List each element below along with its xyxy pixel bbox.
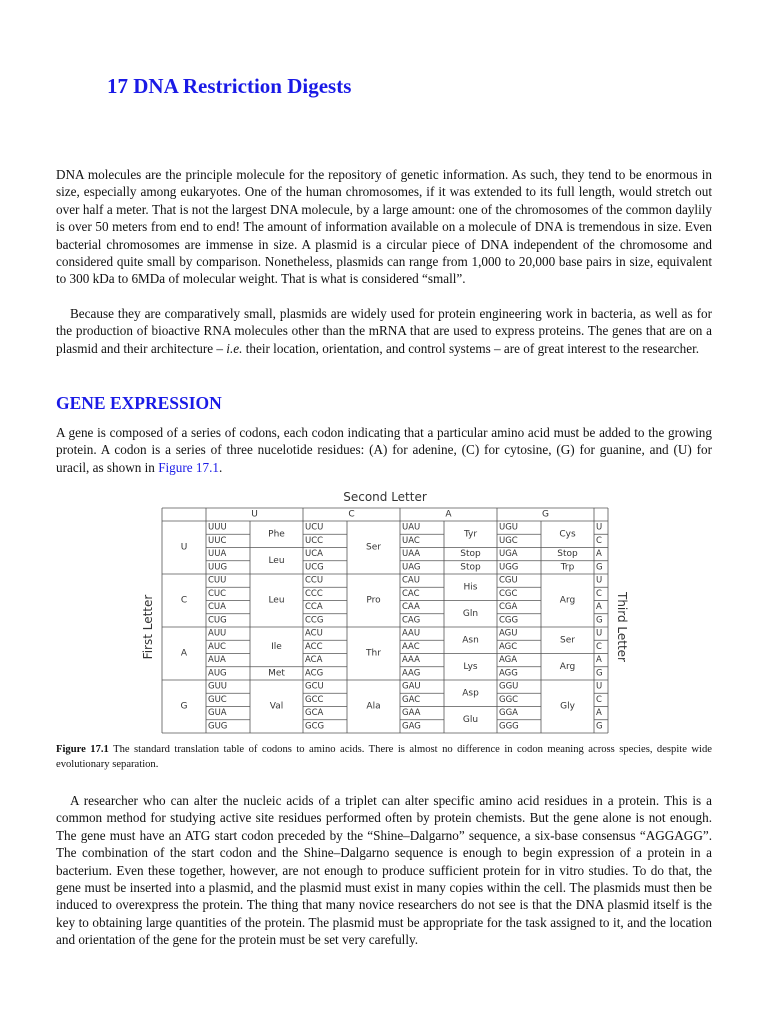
codon-ACG: ACG	[305, 668, 324, 679]
codon-AAU: AAU	[402, 628, 421, 639]
first-letter-U: U	[180, 542, 188, 553]
codon-AUC: AUC	[208, 641, 226, 652]
codon-GAC: GAC	[402, 694, 421, 705]
codon-UGG: UGG	[499, 562, 519, 573]
amino-acid-thr: Thr	[366, 648, 381, 659]
third-letter-U: U	[596, 522, 603, 533]
codon-GAG: GAG	[402, 721, 421, 732]
codon-UAA: UAA	[402, 549, 421, 560]
codon-UUU: UUU	[208, 522, 227, 533]
second-letter-A: A	[445, 509, 452, 520]
codon-GGG: GGG	[499, 721, 519, 732]
codon-CAA: CAA	[402, 602, 420, 613]
codon-AGC: AGC	[499, 641, 518, 652]
third-letter-G: G	[596, 562, 603, 573]
amino-acid-phe: Phe	[268, 529, 285, 540]
amino-acid-ala: Ala	[366, 701, 381, 712]
codon-CCA: CCA	[305, 602, 323, 613]
codon-GAA: GAA	[402, 708, 421, 719]
codon-GCC: GCC	[305, 694, 324, 705]
amino-acid-asn: Asn	[462, 635, 479, 646]
intro-paragraph-2-text: Because they are comparatively small, plasmids are widely used for protein engineering work in bacteria, as well as for the production of bioactive RNA molecules other than the mRNA that are used to express proteins. The genes that are on a plasmid and their architecture –	[56, 306, 712, 356]
gene-paragraph-text: A gene is composed of a series of codons, each codon indicating that a particular amino acid must be added to the growing protein. A codon is a series of three nucelotide residues: (A) for adenine, (C) for cytosine, (G) for guanine, and (U) for uracil, as shown in	[56, 425, 712, 475]
codon-GGC: GGC	[499, 694, 519, 705]
codon-AGA: AGA	[499, 655, 518, 666]
codon-AAC: AAC	[402, 641, 420, 652]
third-letter-C: C	[596, 535, 602, 546]
second-letter-C: C	[348, 509, 355, 520]
third-letter-title: Third Letter	[615, 591, 629, 663]
codon-UGC: UGC	[499, 535, 518, 546]
second-letter-title: Second Letter	[343, 490, 427, 504]
codon-CUG: CUG	[208, 615, 227, 626]
third-letter-A: A	[596, 655, 602, 666]
amino-acid-val: Val	[269, 701, 284, 712]
amino-acid-pro: Pro	[366, 595, 381, 606]
amino-acid-ser: Ser	[366, 542, 381, 553]
third-letter-G: G	[596, 668, 603, 679]
codon-GGU: GGU	[499, 681, 519, 692]
codon-UGA: UGA	[499, 549, 518, 560]
third-letter-C: C	[596, 694, 602, 705]
codon-AGG: AGG	[499, 668, 518, 679]
codon-AGU: AGU	[499, 628, 518, 639]
codon-AAA: AAA	[402, 655, 420, 666]
amino-acid-ile: Ile	[271, 641, 282, 652]
amino-acid-gln: Gln	[462, 608, 479, 619]
codon-CCU: CCU	[305, 575, 324, 586]
codon-UUC: UUC	[208, 535, 227, 546]
second-letter-G: G	[542, 509, 549, 520]
researcher-paragraph: A researcher who can alter the nucleic acids of a triplet can alter specific amino acid residues in a protein. This is a common method for studying active site residues performed often by protein chemists. But the gene alone is not enough. The gene must have an ATG start codon preceded by the “Shine–Dalgarno” sequence, a six-base consensus “AGGAGG”. The combination of the start codon and the Shine–Dalgarno sequence is enough to begin expression of a protein in a bacterium. Even these together, however, are not enough to produce sufficient protein for in vitro studies. To do that, the gene must be inserted into a plasmid, and the plasmid must exist in many copies within the cell. The plasmids must then be induced to overexpress the protein. The thing that many novice researchers do not see is that the DNA plasmid itself is the key to obtaining large quantities of the protein. The plasmid must be appropriate for the task assigned to it, and the location and orientation of the gene for the protein must be set very carefully.	[56, 793, 712, 948]
third-letter-A: A	[596, 708, 602, 719]
figure-caption-text: The standard translation table of codons to amino acids. There is almost no difference in codon meaning across species, despite wide evolutionary separation.	[56, 744, 712, 770]
third-letter-G: G	[596, 615, 603, 626]
codon-CCG: CCG	[305, 615, 324, 626]
amino-acid-leu: Leu	[268, 555, 285, 566]
codon-CUA: CUA	[208, 602, 226, 613]
gene-paragraph	[56, 424, 712, 476]
third-letter-A: A	[596, 602, 602, 613]
figure-link[interactable]: Figure 17.1	[158, 459, 219, 475]
codon-AUG: AUG	[208, 668, 227, 679]
codon-UCG: UCG	[305, 562, 324, 573]
third-letter-C: C	[596, 588, 602, 599]
codon-CAG: CAG	[402, 615, 421, 626]
third-letter-C: C	[596, 641, 602, 652]
codon-CGG: CGG	[499, 615, 519, 626]
codon-UCU: UCU	[305, 522, 324, 533]
codon-GUU: GUU	[208, 681, 228, 692]
amino-acid-lys: Lys	[463, 661, 478, 672]
codon-ACU: ACU	[305, 628, 323, 639]
codon-UUA: UUA	[208, 549, 227, 560]
third-letter-G: G	[596, 721, 603, 732]
amino-acid-glu: Glu	[462, 714, 479, 725]
figure-caption	[56, 742, 712, 772]
third-letter-U: U	[596, 575, 603, 586]
intro-paragraph-2-text-end: their location, orientation, and control systems – are of great interest to the researcher.	[242, 340, 700, 356]
amino-acid-asp: Asp	[462, 688, 479, 699]
codon-UCA: UCA	[305, 549, 323, 560]
codon-GUA: GUA	[208, 708, 227, 719]
codon-GCG: GCG	[305, 721, 325, 732]
codon-UUG: UUG	[208, 562, 228, 573]
amino-acid-met: Met	[268, 668, 285, 679]
amino-acid-stop: Stop	[460, 562, 481, 573]
codon-UCC: UCC	[305, 535, 324, 546]
codon-UAG: UAG	[402, 562, 421, 573]
first-letter-G: G	[180, 701, 188, 712]
third-letter-U: U	[596, 681, 603, 692]
amino-acid-arg: Arg	[559, 661, 576, 672]
codon-AUA: AUA	[208, 655, 226, 666]
codon-ACC: ACC	[305, 641, 323, 652]
codon-UAU: UAU	[402, 522, 421, 533]
amino-acid-gly: Gly	[560, 701, 575, 712]
codon-UAC: UAC	[402, 535, 420, 546]
intro-paragraph-1: DNA molecules are the principle molecule for the repository of genetic information. As such, they tend to be enormous in size, especially among eukaryotes. One of the human chromosomes, if it was extended to its full length, would stretch out over half a meter. That is not the largest DNA molecule, by a large amount: one of the chromosomes of the common daylily is over 50 meters from end to end! The amount of information available on a molecule of DNA is tremendous in size. Even bacterial chromosomes are immense in size. A plasmid is a circular piece of DNA independent of the chromosome and considered quite small by comparison. Nonetheless, plasmids can range from 1,000 to 20,000 base pairs in size, equivalent to 300 kDa to 6MDa of molecular weight. That is what is considered “small”.	[56, 167, 712, 287]
amino-acid-stop: Stop	[460, 549, 481, 560]
codon-CGC: CGC	[499, 588, 518, 599]
first-letter-title: First Letter	[141, 594, 155, 660]
codon-AUU: AUU	[208, 628, 227, 639]
codon-CAC: CAC	[402, 588, 420, 599]
codon-CUC: CUC	[208, 588, 227, 599]
amino-acid-arg: Arg	[559, 595, 576, 606]
amino-acid-stop: Stop	[557, 549, 578, 560]
codon-GCU: GCU	[305, 681, 324, 692]
chapter-title: 17 DNA Restriction Digests	[107, 74, 352, 98]
codon-CUU: CUU	[208, 575, 227, 586]
codon-GUG: GUG	[208, 721, 228, 732]
third-letter-U: U	[596, 628, 603, 639]
amino-acid-tyr: Tyr	[463, 529, 478, 540]
codon-CGU: CGU	[499, 575, 518, 586]
section-heading-gene-expression: GENE EXPRESSION	[56, 393, 222, 413]
codon-AAG: AAG	[402, 668, 421, 679]
amino-acid-leu: Leu	[268, 595, 285, 606]
amino-acid-trp: Trp	[560, 562, 575, 573]
second-letter-U: U	[251, 509, 258, 520]
intro-paragraph-2	[56, 305, 712, 357]
first-letter-A: A	[180, 648, 188, 659]
gene-paragraph-end: .	[219, 459, 223, 475]
codon-GCA: GCA	[305, 708, 324, 719]
codon-CCC: CCC	[305, 588, 323, 599]
amino-acid-ser: Ser	[560, 635, 575, 646]
amino-acid-cys: Cys	[559, 529, 576, 540]
amino-acid-his: His	[463, 582, 478, 593]
codon-ACA: ACA	[305, 655, 323, 666]
codon-GAU: GAU	[402, 681, 421, 692]
codon-table-figure	[135, 486, 635, 738]
codon-GGA: GGA	[499, 708, 518, 719]
codon-CAU: CAU	[402, 575, 420, 586]
codon-GUC: GUC	[208, 694, 227, 705]
first-letter-C: C	[180, 595, 188, 606]
intro-paragraph-2-italic: i.e.	[226, 340, 243, 356]
codon-UGU: UGU	[499, 522, 519, 533]
codon-CGA: CGA	[499, 602, 518, 613]
third-letter-A: A	[596, 549, 602, 560]
figure-caption-label: Figure 17.1	[56, 744, 109, 755]
